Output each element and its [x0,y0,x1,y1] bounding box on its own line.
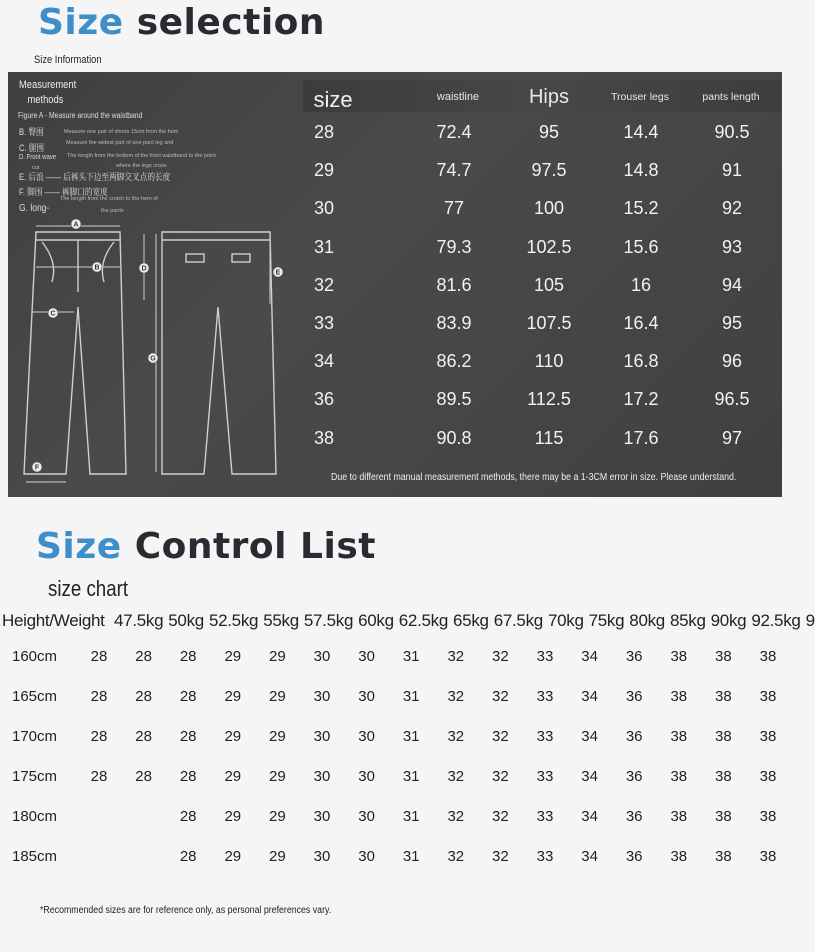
weight-column-header: 55kg [263,611,299,630]
letter-g-text: G [150,355,156,363]
weight-column-header: 92.5kg [751,611,801,630]
size-chart-cell: 34 [581,768,598,785]
method-d-label: D. Front wave [19,154,57,161]
figure-a-line: Figure A - Measure around the waistband [18,111,143,120]
measurement-cell: 74.7 [436,160,472,181]
weight-column-header: 90kg [710,611,747,630]
measurement-cell: 105 [533,274,565,295]
measurement-cell: 17.2 [623,389,659,410]
size-chart-cell: 38 [759,648,777,665]
size-chart-cell: 36 [625,808,643,825]
letter-f-text: F [34,464,40,472]
size-chart-cell: 32 [447,728,465,745]
size-chart-cell: 28 [179,728,197,745]
size-chart-cell: 34 [581,848,598,865]
measurement-cell: 79.3 [436,236,472,257]
weight-column-header: 65kg [453,611,489,630]
size-chart-cell: 30 [358,848,375,865]
size-selection-title [38,2,325,43]
measurement-cell: 93 [721,236,743,257]
header-pants-length: pants length [702,91,760,103]
measurement-cell: 14.8 [623,160,659,181]
size-chart-cell: 38 [670,768,688,785]
size-chart-cell: 29 [269,648,286,665]
size-information-panel [8,72,782,497]
size-control-list-title [36,526,376,567]
method-b-note: Measure one pair of shorts 15cm from the hem [64,129,179,135]
size-chart-cell: 32 [492,688,509,705]
weight-column-header: 85kg [669,611,706,630]
measurement-cell: 95 [538,122,560,142]
header-waistline: waistline [436,91,480,103]
measurement-cell: 92 [721,198,743,219]
method-b-label: B. 臀围 [19,127,44,137]
measurement-cell: 72.4 [436,122,472,142]
letter-d-text: D [141,265,147,273]
size-chart-cell: 30 [313,808,331,825]
size-chart-cell: 32 [447,848,465,865]
measurement-cell: 110 [534,351,564,372]
size-chart-cell: 31 [402,848,420,865]
measurement-cell: 14.4 [623,122,659,142]
measurement-cell: 33 [313,313,335,333]
size-chart-cell: 38 [670,688,688,705]
size-chart-cell: 30 [358,728,375,745]
weight-column-header: 80kg [629,611,665,630]
weight-column-header: 75kg [588,611,625,630]
method-g-note: The length from the crotch to the hem of [60,196,158,202]
measurement-cell: 16 [630,274,652,295]
size-chart-cell: 32 [447,648,465,665]
size-chart-cell: 33 [536,648,554,665]
measurement-cell: 29 [313,160,335,181]
size-chart-cell: 32 [447,688,465,705]
size-chart-cell: 31 [402,728,420,745]
measurement-cell: 16.4 [623,313,659,333]
measurement-cell: 28 [313,122,335,142]
size-chart-cell: 33 [536,808,554,825]
size-chart-cell: 31 [402,768,420,785]
measurement-cell: 112.5 [527,389,571,410]
size-chart-cell: 36 [625,768,643,785]
size-chart-cell: 34 [581,648,598,665]
letter-c-text: C [50,310,56,318]
measurement-cell: 100 [533,198,565,219]
measurement-cell: 83.9 [436,313,472,333]
weight-column-header: 9 [805,611,815,630]
recommendation-footnote: *Recommended sizes are for reference only, as personal preferences vary. [40,905,332,916]
size-chart-cell: 38 [759,728,777,745]
size-chart-cell: 34 [581,688,598,705]
size-chart-cell: 36 [625,848,643,865]
height-row-label: 170cm [12,728,58,745]
pants-measurement-diagram [8,212,303,497]
size-chart-cell: 32 [492,728,509,745]
method-note-legs-cross: where the legs cross [116,163,167,169]
measurement-cell: 97 [721,427,743,448]
title-main: selection [136,2,326,43]
measurement-cell: 34 [313,351,335,372]
size-chart-cell: 28 [90,768,108,785]
size-chart-cell: 28 [135,768,152,785]
weight-column-header: 67.5kg [493,611,543,630]
corner-label: Height/Weight [2,611,105,630]
measurement-cell: 38 [313,427,335,448]
size-chart-cell: 31 [402,688,420,705]
size-chart-cell: 38 [670,808,688,825]
size-chart-cell: 29 [269,728,286,745]
size-chart-cell: 38 [759,688,777,705]
size-chart-cell: 28 [90,688,108,705]
measurement-cell: 115 [534,427,564,448]
size-chart-cell: 32 [492,808,509,825]
size-chart-cell: 28 [90,648,108,665]
measurement-cell: 91 [721,160,743,181]
size-chart-cell: 38 [715,728,732,745]
size-chart-cell: 38 [759,848,777,865]
size-chart-cell: 29 [224,768,242,785]
method-f-label: F. 脚围 —— 裤脚口的宽度 [19,187,108,197]
measurement-cell: 77 [443,198,465,219]
measurement-cell: 31 [313,236,335,257]
size-chart-cell: 34 [581,808,598,825]
measurement-disclaimer: Due to different manual measurement methods, there may be a 1-3CM error in size. Please understand. [331,472,737,483]
size-information-label: Size Information [34,54,102,66]
size-chart-cell: 28 [179,768,197,785]
measurement-cell: 89.5 [436,389,472,410]
header-hips: Hips [528,86,569,108]
size-chart-cell: 30 [358,808,375,825]
measurement-cell: 90.8 [436,427,472,448]
size-chart-cell: 30 [358,688,375,705]
title-main: Control List [134,526,376,567]
height-row-label: 165cm [12,688,58,705]
title-accent: Size [38,2,124,43]
measurement-cell: 15.2 [623,198,659,219]
size-chart-cell: 29 [224,728,242,745]
size-chart-cell: 28 [135,648,152,665]
letter-e-text: E [275,269,281,277]
size-chart-cell: 33 [536,848,554,865]
size-chart-cell: 31 [402,648,420,665]
header-size: size [313,87,353,112]
size-chart-cell: 29 [224,688,242,705]
size-chart-cell: 30 [358,768,375,785]
size-chart-cell: 36 [625,688,643,705]
measurement-cell: 17.6 [623,427,659,448]
method-e-label: E. 后浪 —— 后裤头下边至两脚交叉点的长度 [19,172,171,182]
size-chart-cell: 30 [358,648,375,665]
size-chart-cell: 29 [224,808,242,825]
weight-column-header: 47.5kg [114,611,164,630]
measurement-cell: 102.5 [526,236,572,257]
measurement-cell: 96 [721,351,743,372]
weight-column-header: 50kg [168,611,204,630]
size-chart-cell: 29 [224,648,242,665]
measurement-cell: 94 [721,274,743,295]
size-chart-cell: 32 [447,768,465,785]
size-chart-cell: 38 [715,648,732,665]
method-c-note: Measure the widest part of one pant leg and [66,140,174,146]
letter-b-text: B [94,264,100,272]
measurement-cell: 107.5 [526,313,572,333]
height-weight-header-row [2,611,815,631]
size-chart-label: size chart [48,576,129,601]
measurement-cell: 32 [313,274,335,295]
method-note-the-pants: the pants [101,208,124,214]
size-chart-cell: 36 [625,648,643,665]
measurement-cell: 90.5 [714,122,750,142]
weight-column-header: 60kg [358,611,394,630]
size-chart-cell: 30 [313,768,331,785]
size-chart-cell: 28 [179,648,197,665]
height-row-label: 175cm [12,768,58,785]
size-chart-cell: 38 [715,688,732,705]
size-chart-cell: 28 [179,688,197,705]
size-chart-cell: 30 [313,648,331,665]
size-chart-cell: 33 [536,768,554,785]
method-note-cut: cut [32,165,40,171]
size-chart-cell: 28 [90,728,108,745]
title-accent: Size [36,526,122,567]
size-chart-cell: 36 [625,728,643,745]
weight-column-header: 57.5kg [303,611,354,630]
size-chart-cell: 29 [269,768,286,785]
size-chart-cell: 38 [715,848,732,865]
letter-a-text: A [73,221,79,229]
size-chart-cell: 29 [269,848,286,865]
size-chart-cell: 38 [759,808,777,825]
height-row-label: 185cm [12,848,58,865]
size-chart-cell: 28 [135,728,152,745]
weight-column-header: 52.5kg [208,611,259,630]
size-chart-cell: 38 [759,768,777,785]
measurement-methods-title: Measurement methods [19,79,77,106]
size-chart-cell: 38 [670,728,688,745]
measurement-cell: 81.6 [436,274,472,295]
measurement-cell: 86.2 [436,351,472,372]
size-chart-cell: 30 [313,688,331,705]
header-trouser-legs: Trouser legs [611,91,669,103]
size-chart-cell: 29 [224,848,242,865]
weight-column-header: 70kg [547,611,584,630]
size-chart-cell: 29 [269,688,286,705]
size-chart-cell: 30 [313,728,331,745]
method-d-note: The length from the bottom of the front waistband to the point [67,153,216,159]
measurement-cell: 97.5 [531,160,567,181]
size-chart-cell: 34 [581,728,598,745]
size-chart-cell: 38 [670,648,688,665]
weight-column-header: 62.5kg [398,611,449,630]
size-chart-cell: 28 [179,848,197,865]
size-chart-cell: 38 [670,848,688,865]
method-g-label: G. long- [19,203,50,214]
size-chart-cell: 28 [179,808,197,825]
size-chart-cell: 32 [492,768,509,785]
measurement-cell: 96.5 [714,389,750,410]
height-row-label: 180cm [12,808,58,825]
size-chart-cell: 30 [313,848,331,865]
size-chart-cell: 32 [492,848,509,865]
measurement-cell: 15.6 [623,236,659,257]
size-chart-cell: 38 [715,808,732,825]
measurement-cell: 16.8 [623,351,659,372]
measurement-cell: 30 [313,198,335,219]
size-chart-cell: 29 [269,808,286,825]
size-chart-cell: 33 [536,728,554,745]
size-chart-cell: 32 [492,648,509,665]
size-chart-cell: 33 [536,688,554,705]
method-c-label: C. 腿围 [19,143,45,153]
size-chart-cell: 32 [447,808,465,825]
height-row-label: 160cm [12,648,58,665]
measurement-cell: 36 [313,389,335,410]
size-chart-cell: 31 [402,808,420,825]
size-chart-cell: 28 [135,688,152,705]
measurement-cell: 95 [721,313,743,333]
size-chart-cell: 38 [715,768,732,785]
weight-columns [109,611,815,631]
